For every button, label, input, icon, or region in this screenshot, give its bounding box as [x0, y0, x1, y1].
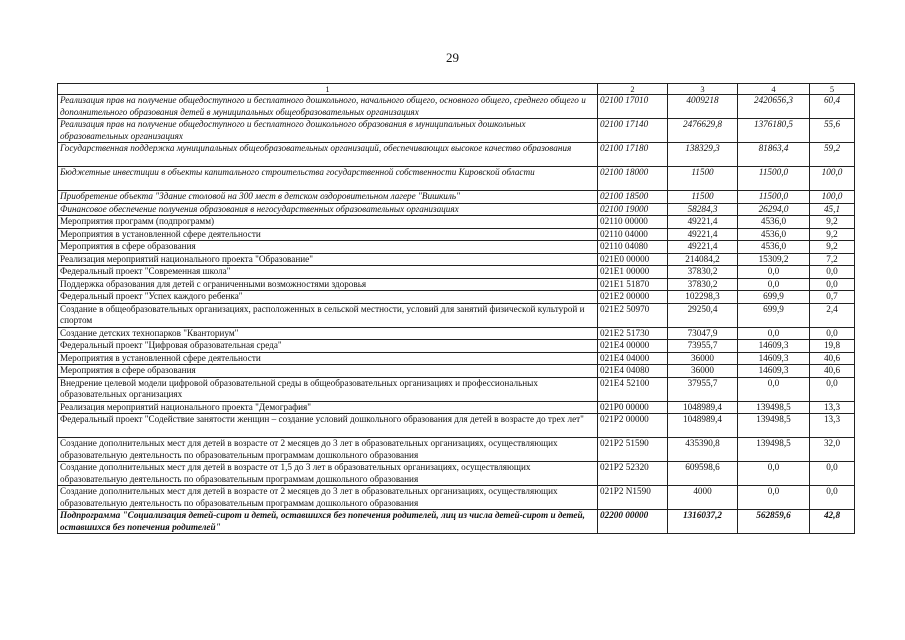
- table-row: [58, 438, 855, 462]
- page-number: 29: [446, 50, 459, 65]
- row-actual: 11500,0: [738, 191, 810, 204]
- row-code: 021E4 00000: [598, 340, 668, 353]
- row-percent: 19,8: [810, 340, 855, 353]
- row-percent: 0,0: [810, 278, 855, 291]
- row-code: 021E0 00000: [598, 253, 668, 266]
- header-col-3: 3: [668, 84, 738, 95]
- row-plan: 37830,2: [668, 266, 738, 279]
- table-row: [58, 327, 855, 340]
- row-code: 021E2 50970: [598, 303, 668, 327]
- row-code: 02100 17010: [598, 95, 668, 119]
- row-percent: 0,0: [810, 327, 855, 340]
- row-percent: 0,0: [810, 462, 855, 486]
- row-code: 021P2 51590: [598, 438, 668, 462]
- table-row: [58, 95, 855, 119]
- table-row: [58, 167, 855, 191]
- row-name: Приобретение объекта "Здание столовой на 300 мест в детском оздоровительном лагере "Вишкиль": [58, 191, 598, 204]
- table-row: [58, 291, 855, 304]
- row-percent: 0,7: [810, 291, 855, 304]
- table-row: [58, 303, 855, 327]
- row-code: 021E1 00000: [598, 266, 668, 279]
- row-code: 02100 18000: [598, 167, 668, 191]
- row-actual: 4536,0: [738, 241, 810, 254]
- row-percent: 9,2: [810, 216, 855, 229]
- row-plan: 36000: [668, 352, 738, 365]
- row-name: Реализация прав на получение общедоступного и бесплатного дошкольного образования в муниципальных дошкольных образовательных организациях: [58, 119, 598, 143]
- row-actual: 139498,5: [738, 401, 810, 414]
- row-plan: 11500: [668, 191, 738, 204]
- row-code: 02200 00000: [598, 510, 668, 534]
- row-actual: 15309,2: [738, 253, 810, 266]
- row-percent: 9,2: [810, 228, 855, 241]
- table-row: [58, 143, 855, 167]
- table-row: [58, 462, 855, 486]
- row-name: Реализация прав на получение общедоступного и бесплатного дошкольного, начального общего, основного общего, среднего общего и дополнительного образования детей в муниципальных общеобразовательных организациях: [58, 95, 598, 119]
- row-name: Создание детских технопарков "Кванториум": [58, 327, 598, 340]
- row-percent: 13,3: [810, 401, 855, 414]
- row-name: Федеральный проект "Цифровая образовательная среда": [58, 340, 598, 353]
- table-row: [58, 414, 855, 438]
- row-name: Мероприятия в сфере образования: [58, 241, 598, 254]
- table-row: [58, 352, 855, 365]
- row-name: Федеральный проект "Современная школа": [58, 266, 598, 279]
- row-percent: 9,2: [810, 241, 855, 254]
- row-code: 02100 18500: [598, 191, 668, 204]
- row-actual: 1376180,5: [738, 119, 810, 143]
- row-actual: 81863,4: [738, 143, 810, 167]
- row-percent: 32,0: [810, 438, 855, 462]
- row-percent: 45,1: [810, 203, 855, 216]
- table-row: [58, 486, 855, 510]
- row-code: 021P2 00000: [598, 414, 668, 438]
- row-percent: 100,0: [810, 191, 855, 204]
- row-actual: 139498,5: [738, 438, 810, 462]
- row-code: 02100 17180: [598, 143, 668, 167]
- row-percent: 100,0: [810, 167, 855, 191]
- row-actual: 14609,3: [738, 340, 810, 353]
- row-actual: 0,0: [738, 377, 810, 401]
- header-col-1: 1: [58, 84, 598, 95]
- table-row: [58, 278, 855, 291]
- row-name: Финансовое обеспечение получения образования в негосударственных образовательных организациях: [58, 203, 598, 216]
- table-row: [58, 119, 855, 143]
- row-actual: 4536,0: [738, 228, 810, 241]
- row-percent: 7,2: [810, 253, 855, 266]
- row-code: 02110 04000: [598, 228, 668, 241]
- header-col-4: 4: [738, 84, 810, 95]
- row-percent: 0,0: [810, 377, 855, 401]
- row-plan: 49221,4: [668, 241, 738, 254]
- row-percent: 2,4: [810, 303, 855, 327]
- row-percent: 0,0: [810, 266, 855, 279]
- row-plan: 1048989,4: [668, 401, 738, 414]
- row-name: Создание дополнительных мест для детей в возрасте от 2 месяцев до 3 лет в образовательных организациях, осуществляющих образовательную деятельность по образовательным программам дошкольного образования: [58, 438, 598, 462]
- row-percent: 13,3: [810, 414, 855, 438]
- row-name: Федеральный проект "Успех каждого ребенка": [58, 291, 598, 304]
- row-name: Создание дополнительных мест для детей в возрасте от 2 месяцев до 3 лет в образовательных организациях, осуществляющих образовательную деятельность по образовательным программам дошкольного образования: [58, 486, 598, 510]
- row-code: 02110 00000: [598, 216, 668, 229]
- row-actual: 0,0: [738, 327, 810, 340]
- row-name: Мероприятия в установленной сфере деятельности: [58, 352, 598, 365]
- row-actual: 2420656,3: [738, 95, 810, 119]
- row-code: 021E1 51870: [598, 278, 668, 291]
- row-plan: 609598,6: [668, 462, 738, 486]
- table-row: [58, 228, 855, 241]
- row-plan: 214084,2: [668, 253, 738, 266]
- row-plan: 58284,3: [668, 203, 738, 216]
- row-plan: 36000: [668, 365, 738, 378]
- row-actual: 14609,3: [738, 352, 810, 365]
- row-percent: 40,6: [810, 365, 855, 378]
- row-actual: 0,0: [738, 266, 810, 279]
- row-name: Мероприятия в сфере образования: [58, 365, 598, 378]
- row-name: Подпрограмма "Социализация детей-сирот и детей, оставшихся без попечения родителей, лиц из числа детей-сирот и детей, оставшихся без попечения родителей": [58, 510, 598, 534]
- row-percent: 59,2: [810, 143, 855, 167]
- row-name: Создание дополнительных мест для детей в возрасте от 1,5 до 3 лет в образовательных организациях, осуществляющих образовательную деятельность по образовательным программам дошкольного образования: [58, 462, 598, 486]
- row-percent: 55,6: [810, 119, 855, 143]
- row-name: Государственная поддержка муниципальных общеобразовательных организаций, обеспечивающих высокое качество образования: [58, 143, 598, 167]
- row-code: 021E2 51730: [598, 327, 668, 340]
- row-plan: 37830,2: [668, 278, 738, 291]
- table-row: [58, 365, 855, 378]
- header-row: [58, 84, 855, 95]
- row-plan: 49221,4: [668, 216, 738, 229]
- row-plan: 1048989,4: [668, 414, 738, 438]
- row-plan: 4000: [668, 486, 738, 510]
- row-actual: 4536,0: [738, 216, 810, 229]
- row-name: Мероприятия программ (подпрограмм): [58, 216, 598, 229]
- row-name: Федеральный проект "Содействие занятости женщин – создание условий дошкольного образования для детей в возрасте до трех лет": [58, 414, 598, 438]
- row-name: Бюджетные инвестиции в объекты капитального строительства государственной собственности Кировской области: [58, 167, 598, 191]
- row-plan: 138329,3: [668, 143, 738, 167]
- row-actual: 699,9: [738, 303, 810, 327]
- row-actual: 26294,0: [738, 203, 810, 216]
- row-name: Реализация мероприятий национального проекта "Образование": [58, 253, 598, 266]
- table-row-subprogram: [58, 510, 855, 534]
- row-actual: 0,0: [738, 486, 810, 510]
- row-actual: 11500,0: [738, 167, 810, 191]
- row-plan: 37955,7: [668, 377, 738, 401]
- row-name: Реализация мероприятий национального проекта "Демография": [58, 401, 598, 414]
- row-plan: 11500: [668, 167, 738, 191]
- table-row: [58, 253, 855, 266]
- table-row: [58, 191, 855, 204]
- row-plan: 73047,9: [668, 327, 738, 340]
- row-plan: 49221,4: [668, 228, 738, 241]
- row-percent: 0,0: [810, 486, 855, 510]
- row-plan: 1316037,2: [668, 510, 738, 534]
- row-code: 021P2 52320: [598, 462, 668, 486]
- table-row: [58, 340, 855, 353]
- row-percent: 42,8: [810, 510, 855, 534]
- row-actual: 139498,5: [738, 414, 810, 438]
- budget-table: [57, 83, 855, 534]
- row-actual: 699,9: [738, 291, 810, 304]
- row-code: 021E4 52100: [598, 377, 668, 401]
- row-name: Мероприятия в установленной сфере деятельности: [58, 228, 598, 241]
- table-row: [58, 377, 855, 401]
- header-col-5: 5: [810, 84, 855, 95]
- row-plan: 2476629,8: [668, 119, 738, 143]
- row-plan: 73955,7: [668, 340, 738, 353]
- row-code: 021E2 00000: [598, 291, 668, 304]
- row-percent: 60,4: [810, 95, 855, 119]
- table-row: [58, 203, 855, 216]
- row-code: 021E4 04000: [598, 352, 668, 365]
- row-plan: 29250,4: [668, 303, 738, 327]
- row-code: 02110 04080: [598, 241, 668, 254]
- table-row: [58, 216, 855, 229]
- row-code: 02100 17140: [598, 119, 668, 143]
- table-row: [58, 401, 855, 414]
- table-row: [58, 266, 855, 279]
- row-code: 021E4 04080: [598, 365, 668, 378]
- row-plan: 102298,3: [668, 291, 738, 304]
- row-name: Поддержка образования для детей с ограниченными возможностями здоровья: [58, 278, 598, 291]
- row-actual: 562859,6: [738, 510, 810, 534]
- header-col-2: 2: [598, 84, 668, 95]
- row-name: Внедрение целевой модели цифровой образовательной среды в общеобразовательных организациях и профессиональных образовательных организациях: [58, 377, 598, 401]
- row-plan: 435390,8: [668, 438, 738, 462]
- row-actual: 14609,3: [738, 365, 810, 378]
- row-name: Создание в общеобразовательных организациях, расположенных в сельской местности, условий для занятий физической культурой и спортом: [58, 303, 598, 327]
- row-code: 02100 19000: [598, 203, 668, 216]
- table-row: [58, 241, 855, 254]
- row-percent: 40,6: [810, 352, 855, 365]
- row-actual: 0,0: [738, 462, 810, 486]
- row-actual: 0,0: [738, 278, 810, 291]
- row-code: 021P2 N1590: [598, 486, 668, 510]
- row-plan: 4009218: [668, 95, 738, 119]
- row-code: 021P0 00000: [598, 401, 668, 414]
